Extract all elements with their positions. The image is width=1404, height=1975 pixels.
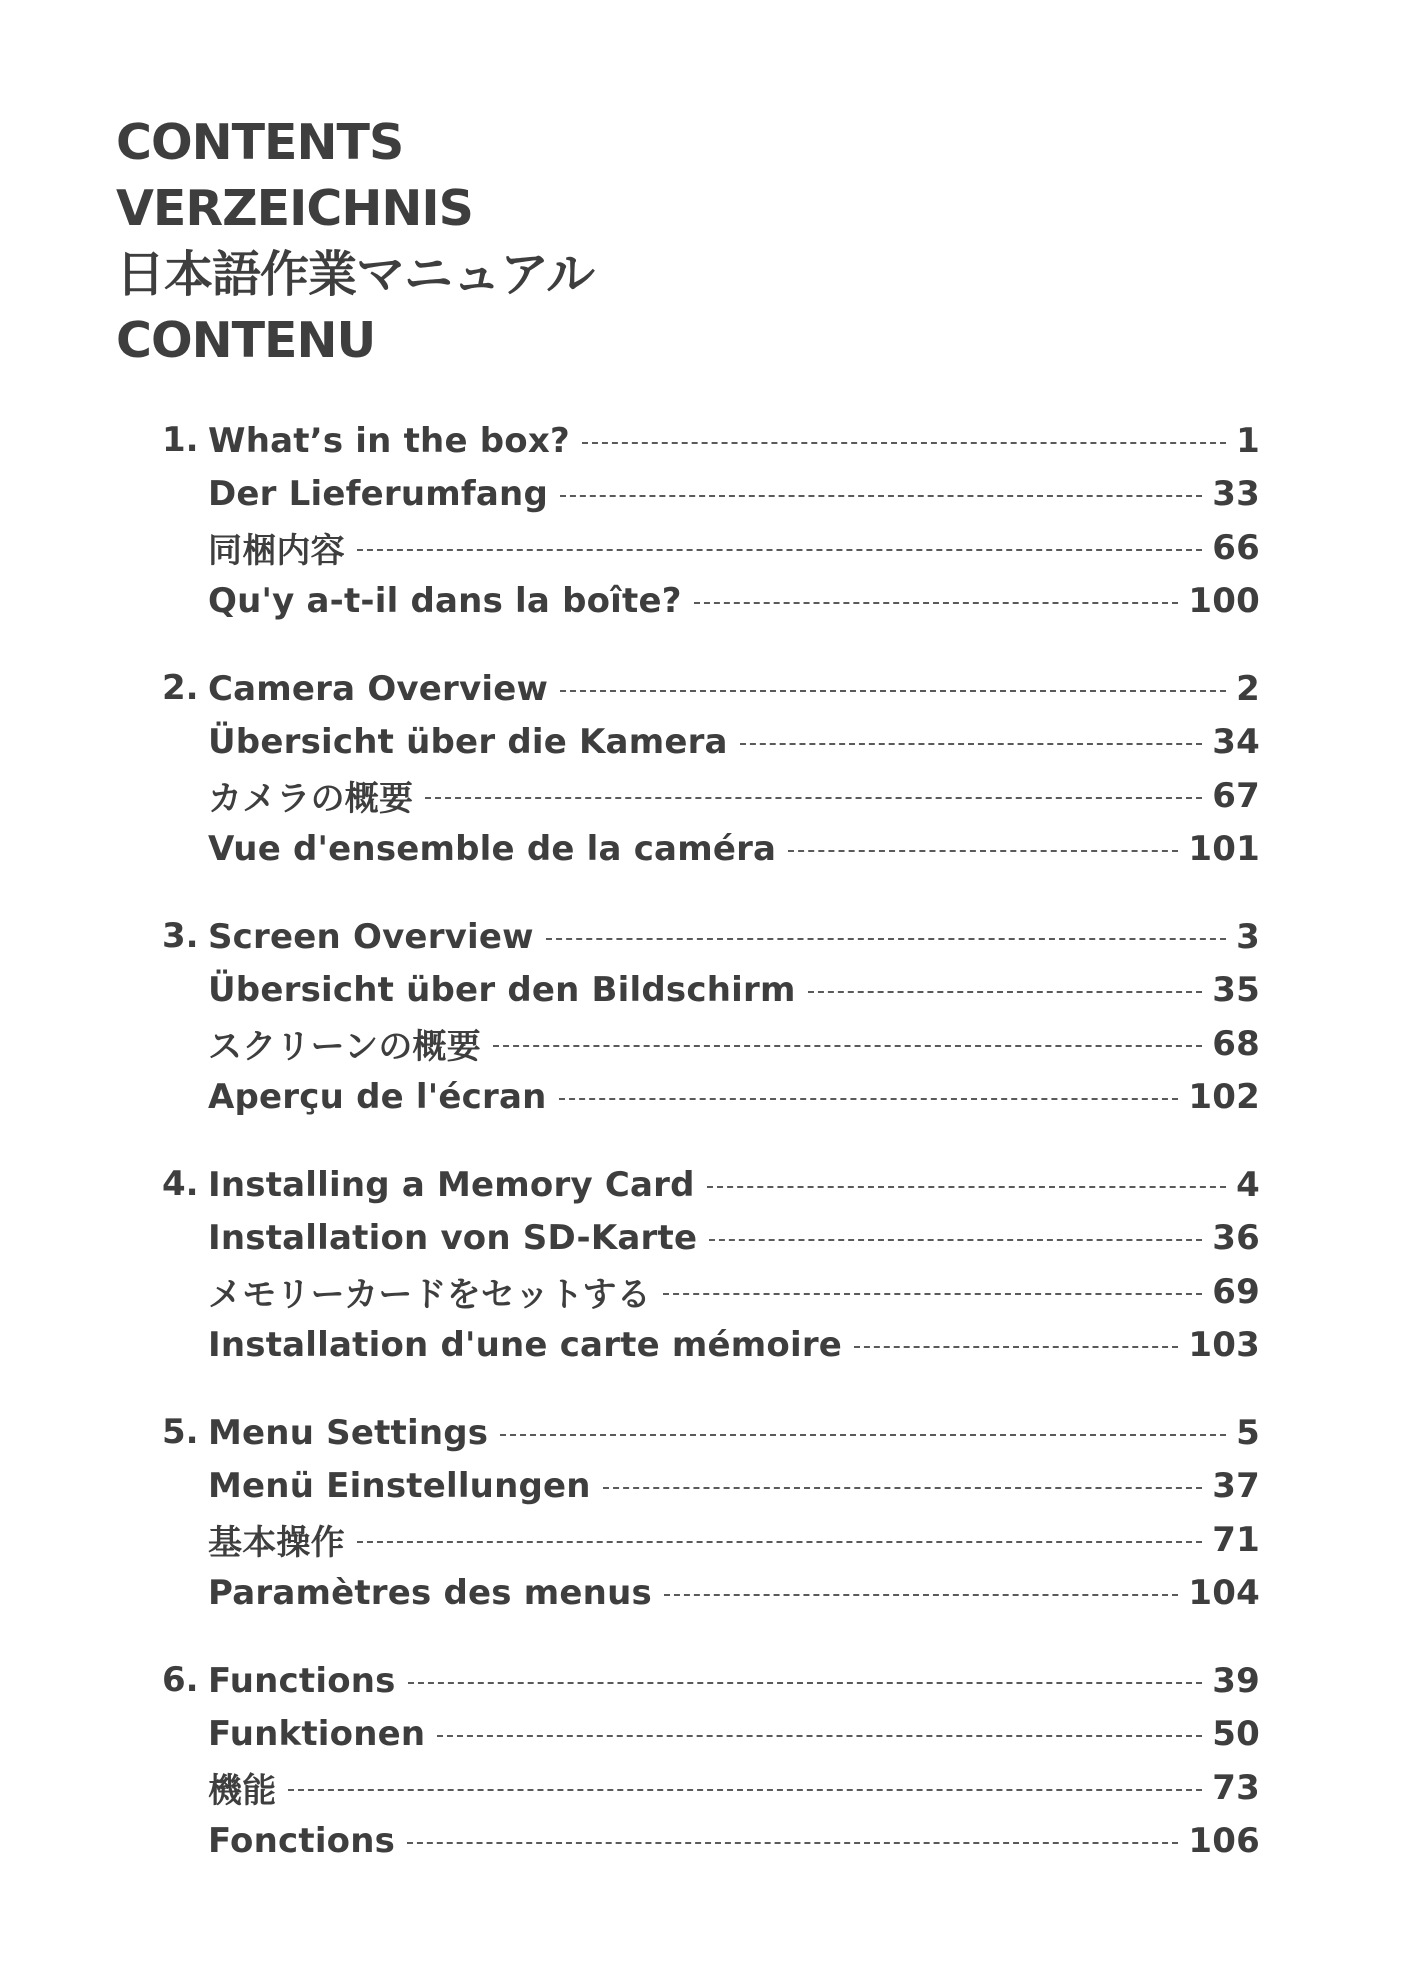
section-number: 6. xyxy=(162,1660,199,1700)
title-japanese: 日本語作業マニュアル xyxy=(116,246,595,303)
toc-entry[interactable] xyxy=(208,963,1260,1016)
toc-entry[interactable] xyxy=(208,1211,1260,1264)
dotted-leader xyxy=(493,1045,1202,1047)
toc-entry[interactable] xyxy=(208,1158,1260,1211)
toc-entry-title: 機能 xyxy=(208,1771,277,1811)
toc-entry-title: メモリーカードをセットする xyxy=(208,1275,651,1315)
dotted-leader xyxy=(664,1594,1179,1596)
dotted-leader xyxy=(357,549,1202,551)
toc-entry-page-number: 67 xyxy=(1212,775,1260,816)
section-number: 4. xyxy=(162,1164,199,1204)
toc-entry-title: Paramètres des menus xyxy=(208,1572,652,1613)
dotted-leader xyxy=(854,1346,1178,1348)
toc-entry-title: Installation d'une carte mémoire xyxy=(208,1324,843,1365)
dotted-leader xyxy=(560,690,1226,692)
dotted-leader xyxy=(407,1842,1178,1844)
toc-entry-title: Menü Einstellungen xyxy=(208,1465,591,1506)
toc-entry-page-number: 68 xyxy=(1212,1023,1260,1064)
section-number: 1. xyxy=(162,420,199,460)
toc-entry[interactable] xyxy=(208,1406,1260,1459)
toc-entry[interactable] xyxy=(208,1017,1260,1070)
toc-entry[interactable] xyxy=(208,769,1260,822)
toc-entry[interactable] xyxy=(208,1814,1260,1867)
toc-entry-title: Fonctions xyxy=(208,1820,396,1861)
section-number: 2. xyxy=(162,668,199,708)
toc-entry[interactable] xyxy=(208,1513,1260,1566)
toc-entry[interactable] xyxy=(208,521,1260,574)
dotted-leader xyxy=(582,442,1226,444)
dotted-leader xyxy=(788,850,1178,852)
title-contents: CONTENTS xyxy=(116,114,404,171)
dotted-leader xyxy=(408,1682,1203,1684)
toc-entry-title: What’s in the box? xyxy=(208,420,570,461)
dotted-leader xyxy=(560,495,1202,497)
toc-entry-page-number: 100 xyxy=(1188,580,1260,621)
toc-entry[interactable] xyxy=(208,467,1260,520)
toc-entry-page-number: 66 xyxy=(1212,527,1260,568)
toc-entry[interactable] xyxy=(208,414,1260,467)
toc-entry-page-number: 101 xyxy=(1188,828,1260,869)
toc-entry-page-number: 37 xyxy=(1212,1465,1260,1506)
toc-entry[interactable] xyxy=(208,1761,1260,1814)
title-contenu: CONTENU xyxy=(116,312,376,369)
title-verzeichnis: VERZEICHNIS xyxy=(116,180,473,237)
toc-entry[interactable] xyxy=(208,1318,1260,1371)
toc-entry-page-number: 50 xyxy=(1212,1713,1260,1754)
dotted-leader xyxy=(603,1487,1203,1489)
toc-entry-page-number: 3 xyxy=(1236,916,1260,957)
toc-entry-page-number: 103 xyxy=(1188,1324,1260,1365)
toc-entry[interactable] xyxy=(208,1070,1260,1123)
toc-entry-page-number: 106 xyxy=(1188,1820,1260,1861)
toc-entry[interactable] xyxy=(208,1459,1260,1512)
toc-entry[interactable] xyxy=(208,662,1260,715)
toc-entry-page-number: 104 xyxy=(1188,1572,1260,1613)
dotted-leader xyxy=(707,1186,1226,1188)
dotted-leader xyxy=(663,1293,1202,1295)
toc-entry[interactable] xyxy=(208,1265,1260,1318)
toc-entry-title: Aperçu de l'écran xyxy=(208,1076,547,1117)
dotted-leader xyxy=(559,1098,1179,1100)
toc-entry-page-number: 5 xyxy=(1236,1412,1260,1453)
toc-entry-page-number: 34 xyxy=(1212,721,1260,762)
toc-entry-title: 基本操作 xyxy=(208,1523,345,1563)
dotted-leader xyxy=(500,1434,1226,1436)
toc-entry[interactable] xyxy=(208,574,1260,627)
toc-entry[interactable] xyxy=(208,822,1260,875)
toc-entry-title: カメラの概要 xyxy=(208,779,414,819)
toc-entry-page-number: 1 xyxy=(1236,420,1260,461)
toc-entry-title: スクリーンの概要 xyxy=(208,1027,481,1067)
toc-entry-title: Übersicht über die Kamera xyxy=(208,721,728,762)
toc-entry-title: Menu Settings xyxy=(208,1412,489,1453)
toc-entry-title: Functions xyxy=(208,1660,396,1701)
toc-entry-page-number: 36 xyxy=(1212,1217,1260,1258)
toc-entry-page-number: 71 xyxy=(1212,1519,1260,1560)
dotted-leader xyxy=(709,1239,1202,1241)
toc-entry-title: Installing a Memory Card xyxy=(208,1164,695,1205)
toc-entry-page-number: 33 xyxy=(1212,473,1260,514)
dotted-leader xyxy=(357,1541,1202,1543)
dotted-leader xyxy=(425,797,1202,799)
toc-entry-page-number: 4 xyxy=(1236,1164,1260,1205)
toc-entry-page-number: 102 xyxy=(1188,1076,1260,1117)
dotted-leader xyxy=(288,1789,1202,1791)
toc-entry-page-number: 35 xyxy=(1212,969,1260,1010)
toc-entry-title: Funktionen xyxy=(208,1713,426,1754)
toc-entry-title: Der Lieferumfang xyxy=(208,473,548,514)
toc-entry[interactable] xyxy=(208,910,1260,963)
toc-entry-title: Qu'y a-t-il dans la boîte? xyxy=(208,580,682,621)
dotted-leader xyxy=(437,1735,1202,1737)
toc-entry-page-number: 39 xyxy=(1212,1660,1260,1701)
toc-entry[interactable] xyxy=(208,1566,1260,1619)
dotted-leader xyxy=(808,991,1203,993)
toc-entry-page-number: 2 xyxy=(1236,668,1260,709)
dotted-leader xyxy=(740,743,1203,745)
toc-entry-page-number: 69 xyxy=(1212,1271,1260,1312)
toc-entry[interactable] xyxy=(208,1654,1260,1707)
toc-entry-title: Vue d'ensemble de la caméra xyxy=(208,828,777,869)
dotted-leader xyxy=(694,602,1179,604)
toc-entry-title: Installation von SD-Karte xyxy=(208,1217,698,1258)
toc-entry-title: 同梱内容 xyxy=(208,531,345,571)
toc-entry[interactable] xyxy=(208,1707,1260,1760)
toc-entry-title: Camera Overview xyxy=(208,668,549,709)
section-number: 5. xyxy=(162,1412,199,1452)
dotted-leader xyxy=(546,938,1226,940)
section-number: 3. xyxy=(162,916,199,956)
toc-entry-title: Übersicht über den Bildschirm xyxy=(208,969,796,1010)
toc-entry[interactable] xyxy=(208,715,1260,768)
toc-entry-title: Screen Overview xyxy=(208,916,534,957)
toc-entry-page-number: 73 xyxy=(1212,1767,1260,1808)
